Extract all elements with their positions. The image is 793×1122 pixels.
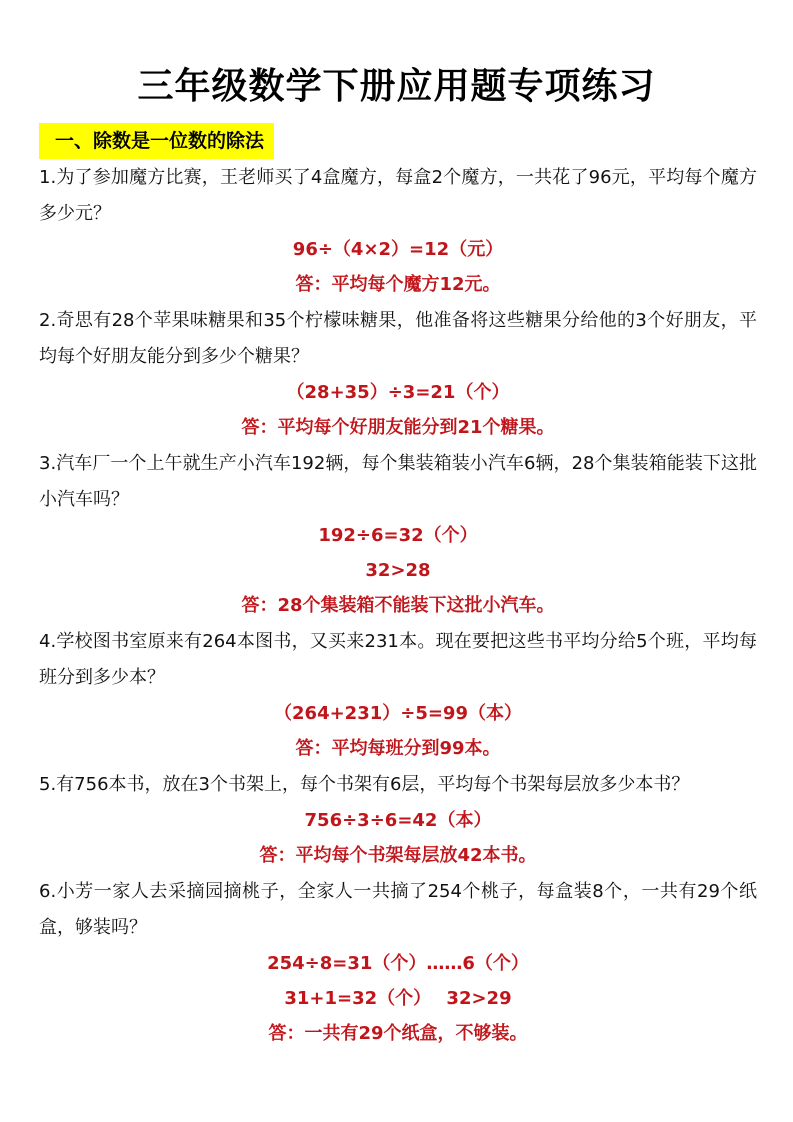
solution-comparison: 31+1=32（个） 32>29 bbox=[284, 988, 512, 1009]
page-title: 三年级数学下册应用题专项练习 bbox=[137, 66, 656, 107]
solution-calculation: （264+231）÷5=99（本） bbox=[274, 703, 522, 724]
solution-calculation: 254÷8=31（个）……6（个） bbox=[267, 953, 529, 974]
solution-answer: 答：一共有29个纸盒，不够装。 bbox=[268, 1023, 528, 1044]
problem-question: 4.学校图书室原来有264本图书，又买来231本。现在要把这些书平均分给5个班，平均每班分到多少本？ bbox=[39, 631, 757, 688]
solution-answer: 答：平均每个魔方12元。 bbox=[295, 274, 501, 295]
problem-6 bbox=[39, 874, 757, 1051]
solution-answer: 答：28个集装箱不能装下这批小汽车。 bbox=[241, 595, 555, 616]
solution-comparison: 32>28 bbox=[365, 560, 431, 581]
problem-4 bbox=[39, 624, 757, 766]
problem-2 bbox=[39, 303, 757, 445]
problem-question: 5.有756本书，放在3个书架上，每个书架有6层，平均每个书架每层放多少本书？ bbox=[39, 774, 690, 795]
section-heading: 一、除数是一位数的除法 bbox=[39, 123, 274, 159]
problem-5 bbox=[39, 767, 757, 873]
solution-calculation: 192÷6=32（个） bbox=[318, 525, 478, 546]
solution-answer: 答：平均每班分到99本。 bbox=[295, 738, 501, 759]
problem-question: 2.奇思有28个苹果味糖果和35个柠檬味糖果，他准备将这些糖果分给他的3个好朋友，平均每个好朋友能分到多少个糖果？ bbox=[39, 310, 757, 367]
solution-answer: 答：平均每个书架每层放42本书。 bbox=[259, 845, 537, 866]
solution-calculation: 756÷3÷6=42（本） bbox=[304, 810, 492, 831]
problem-3 bbox=[39, 446, 757, 623]
problem-list bbox=[39, 160, 757, 1052]
problem-question: 3.汽车厂一个上午就生产小汽车192辆，每个集装箱装小汽车6辆，28个集装箱能装下这批小汽车吗？ bbox=[39, 453, 757, 510]
solution-answer: 答：平均每个好朋友能分到21个糖果。 bbox=[241, 417, 555, 438]
solution-calculation: 96÷（4×2）=12（元） bbox=[292, 239, 504, 260]
problem-question: 1.为了参加魔方比赛，王老师买了4盒魔方，每盒2个魔方，一共花了96元，平均每个魔方多少元？ bbox=[39, 167, 757, 224]
problem-question: 6.小芳一家人去采摘园摘桃子，全家人一共摘了254个桃子，每盒装8个，一共有29个纸盒，够装吗？ bbox=[39, 881, 757, 938]
problem-1 bbox=[39, 160, 757, 302]
solution-calculation: （28+35）÷3=21（个） bbox=[286, 382, 510, 403]
